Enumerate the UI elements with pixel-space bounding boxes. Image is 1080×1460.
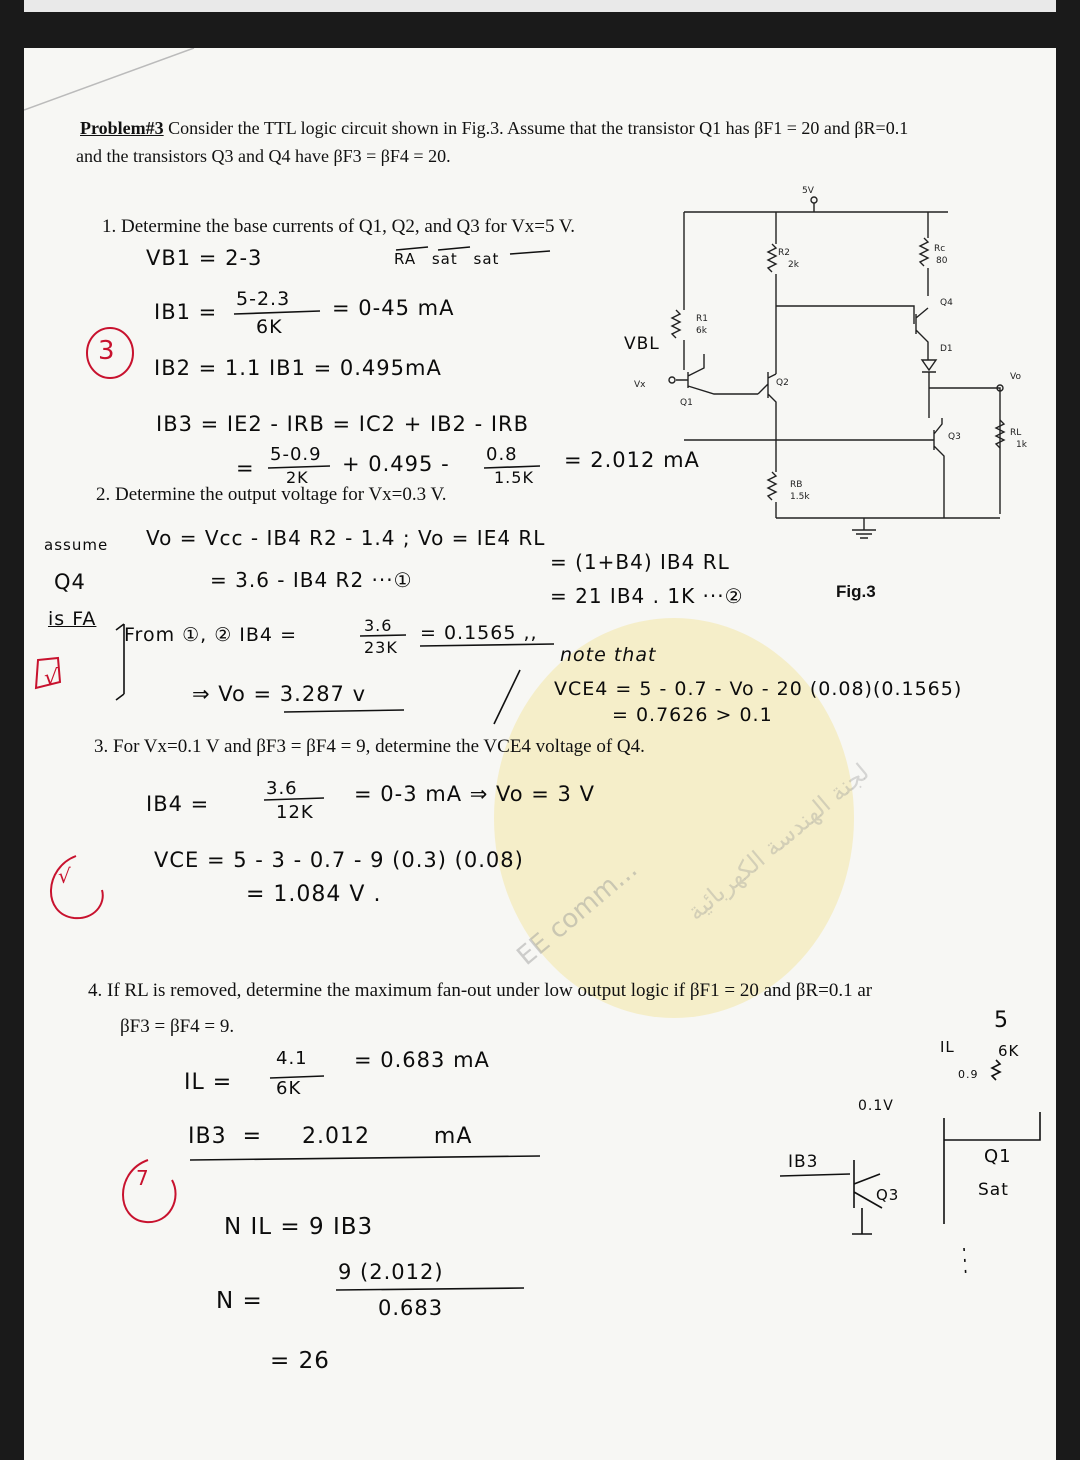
q4-equation1: N IL = 9 IB3 <box>224 1214 374 1240</box>
sketch-v01: 0.1V <box>858 1098 894 1114</box>
sketch-five: 5 <box>994 1008 1009 1033</box>
question-4-line1: 4. If RL is removed, determine the maximum fan-out under low output logic if βF1 = 20 and βR=0.1 ar <box>88 980 873 1001</box>
circuit-vx-label: Vx <box>634 380 646 390</box>
q1-ib3-eq: = <box>236 456 255 480</box>
circuit-r2-label: R2 <box>778 248 790 258</box>
q1-score-circle <box>87 328 133 378</box>
q2-score-box <box>36 658 60 688</box>
ground-rail <box>776 518 1000 538</box>
q2-separator-slash <box>494 670 520 724</box>
q3-vce-line1: VCE = 5 - 3 - 0.7 - 9 (0.3) (0.08) <box>154 848 524 872</box>
q4-score: 7 <box>136 1166 149 1190</box>
q2-line1: Vo = Vcc - IB4 R2 - 1.4 ; Vo = IE4 RL <box>146 526 546 550</box>
q1-ib1-numerator: 5-2.3 <box>236 288 291 310</box>
q1-ib2: IB2 = 1.1 IB1 = 0.495mA <box>154 356 442 380</box>
q2-ib4-numerator: 3.6 <box>364 616 393 635</box>
sketch-il: IL <box>940 1038 955 1056</box>
r1-resistor <box>672 212 684 370</box>
circuit-rb-value: 1.5k <box>790 492 810 502</box>
handwriting-strokes <box>116 247 1040 1290</box>
q4-il-denominator: 6K <box>276 1078 302 1099</box>
sketch-sat: Sat <box>978 1180 1009 1200</box>
sketch-q1: Q1 <box>984 1146 1012 1167</box>
q4-divider-line <box>190 1156 540 1160</box>
circuit-q3-label: Q3 <box>948 432 961 442</box>
q1-ib1-label: IB1 = <box>154 300 218 324</box>
rb-resistor <box>768 438 776 518</box>
circuit-rl-label: RL <box>1010 428 1022 438</box>
q2-ib4-result: = 0.1565 ,, <box>420 622 538 644</box>
q3-vce-line2: = 1.084 V . <box>246 882 382 907</box>
problem-text-1: Consider the TTL logic circuit shown in Fig.3. Assume that the transistor Q1 has βF1 = 20 and βR=0.1 <box>168 118 909 138</box>
q4-il-result: = 0.683 mA <box>354 1048 490 1072</box>
q3-transistor <box>684 418 944 518</box>
q4-il-fraction-bar <box>270 1076 324 1078</box>
circuit-rl-value: 1k <box>1016 440 1027 450</box>
circuit-rc-value: 80 <box>936 256 948 266</box>
q2-line2: = 3.6 - IB4 R2 ···① <box>210 568 413 592</box>
q1-ib1-denominator: 6K <box>256 316 283 338</box>
supply-rail <box>684 203 948 212</box>
page-fold-line <box>24 48 194 110</box>
sketch-q1-wiring <box>944 1060 1040 1224</box>
circuit-supply-label: 5V <box>802 186 814 196</box>
output-node <box>929 372 1000 514</box>
q2-line3: = (1+B4) IB4 RL <box>550 550 730 574</box>
q1-vbl-label: VBL <box>624 334 660 354</box>
q1-mode-overlines <box>396 247 550 254</box>
q4-il-label: IL = <box>184 1070 233 1095</box>
q1-ib3: IB3 = IE2 - IRB = IC2 + IB2 - IRB <box>156 412 530 436</box>
supply-node <box>811 197 817 203</box>
q2-note1: note that <box>560 644 657 666</box>
document-page <box>24 48 1056 1460</box>
rc-resistor <box>920 212 928 296</box>
q4-il-numerator: 4.1 <box>276 1048 308 1069</box>
sketch-6k: 6K <box>998 1042 1020 1060</box>
circuit-q1-label: Q1 <box>680 398 693 408</box>
problem-statement-line2: and the transistors Q3 and Q4 have βF3 = βF4 = 20. <box>76 146 451 166</box>
q3-ib4-denominator: 12K <box>276 802 314 823</box>
q1-ib1-result: = 0-45 mA <box>332 296 455 320</box>
circuit-schematic <box>669 197 1004 538</box>
sketch-q3: Q3 <box>876 1186 900 1204</box>
circuit-r1-label: R1 <box>696 314 708 324</box>
q2-result-underline <box>284 710 404 712</box>
circuit-vo-label: Vo <box>1010 372 1021 382</box>
circuit-rc-label: Rc <box>934 244 946 254</box>
q3-fraction-bar <box>264 798 324 800</box>
circuit-q4-label: Q4 <box>940 298 953 308</box>
q3-ib4-numerator: 3.6 <box>266 778 298 799</box>
r2-resistor <box>768 212 776 374</box>
q2-assume: assume <box>44 536 109 554</box>
q2-ib4-denominator: 23K <box>364 638 398 657</box>
q1-transistor <box>676 354 758 394</box>
q1-ib1-fraction-bar <box>234 311 320 314</box>
grading-marks <box>36 328 176 1222</box>
watermark-arabic-text: لجنة الهندسة الكهربائية <box>681 757 875 927</box>
watermark-text: EE comm... <box>511 854 644 972</box>
q4-n-numerator: 9 (2.012) <box>338 1260 444 1284</box>
q4-ib3: IB3 = 2.012 mA <box>188 1124 473 1149</box>
q1-ib3-fraction-bars <box>268 466 540 468</box>
q2-score: √ <box>44 666 59 691</box>
q3-ib4-result: = 0-3 mA ⇒ Vo = 3 V <box>354 782 595 806</box>
q2-line5: From ①, ② IB4 = <box>124 624 297 646</box>
top-page-edge <box>24 0 1056 12</box>
q4-n-denominator: 0.683 <box>378 1296 444 1320</box>
q2-is-fa: is FA <box>48 608 97 630</box>
q1-modes: RA sat sat <box>394 250 500 268</box>
d1-diode <box>922 352 936 372</box>
q4-n-result: = 26 <box>270 1348 330 1374</box>
q2-brace <box>116 624 124 700</box>
q1-ib3-denominator: 2K <box>286 468 309 487</box>
question-2: 2. Determine the output voltage for Vx=0.3 V. <box>96 484 447 505</box>
question-1: 1. Determine the base currents of Q1, Q2, and Q3 for Vx=5 V. <box>102 216 575 237</box>
sketch-q3-transistor <box>780 1160 882 1234</box>
problem-label: Problem#3 <box>80 118 164 138</box>
sketch-dotted-line <box>964 1248 966 1278</box>
q4-n-fraction-bar <box>336 1288 524 1290</box>
sketch-small-value: 0.9 <box>958 1068 979 1081</box>
q4-n-label: N = <box>216 1288 263 1314</box>
q2-note2: VCE4 = 5 - 0.7 - Vo - 20 (0.08)(0.1565) <box>554 678 963 700</box>
q2-transistor <box>758 372 776 438</box>
q1-ib3-middle: + 0.495 - <box>342 452 450 476</box>
q2-q4: Q4 <box>54 570 86 594</box>
q1-score: 3 <box>98 336 115 366</box>
drawing-layer <box>24 48 1056 1460</box>
q1-ib3-numerator2: 0.8 <box>486 444 518 465</box>
q3-score: √ <box>58 864 71 888</box>
sketch-ib3: IB3 <box>788 1152 819 1172</box>
q1-ib3-denominator2: 1.5K <box>494 468 534 487</box>
q2-ib4-fraction-bar <box>360 635 554 646</box>
q2-line4: = 21 IB4 . 1K ···② <box>550 584 744 608</box>
question-3: 3. For Vx=0.1 V and βF3 = βF4 = 9, determine the VCE4 voltage of Q4. <box>94 736 645 757</box>
q1-vb1: VB1 = 2-3 <box>146 246 263 270</box>
q1-ib3-result: = 2.012 mA <box>564 448 700 472</box>
circuit-d1-label: D1 <box>940 344 953 354</box>
vx-terminal <box>669 377 675 383</box>
q3-score-circle <box>51 856 103 918</box>
circuit-rb-label: RB <box>790 480 803 490</box>
circuit-r2-value: 2k <box>788 260 799 270</box>
q4-score-circle <box>123 1160 176 1222</box>
circuit-figure-label: Fig.3 <box>836 582 876 601</box>
q1-ib3-numerator: 5-0.9 <box>270 444 322 465</box>
q2-note3: = 0.7626 > 0.1 <box>612 704 773 726</box>
circuit-q2-label: Q2 <box>776 378 789 388</box>
q4-transistor <box>776 306 928 352</box>
question-4-line2: βF3 = βF4 = 9. <box>120 1016 235 1037</box>
q2-line6: ⇒ Vo = 3.287 v <box>192 682 367 706</box>
q3-ib4-label: IB4 = <box>146 792 210 816</box>
circuit-r1-value: 6k <box>696 326 707 336</box>
